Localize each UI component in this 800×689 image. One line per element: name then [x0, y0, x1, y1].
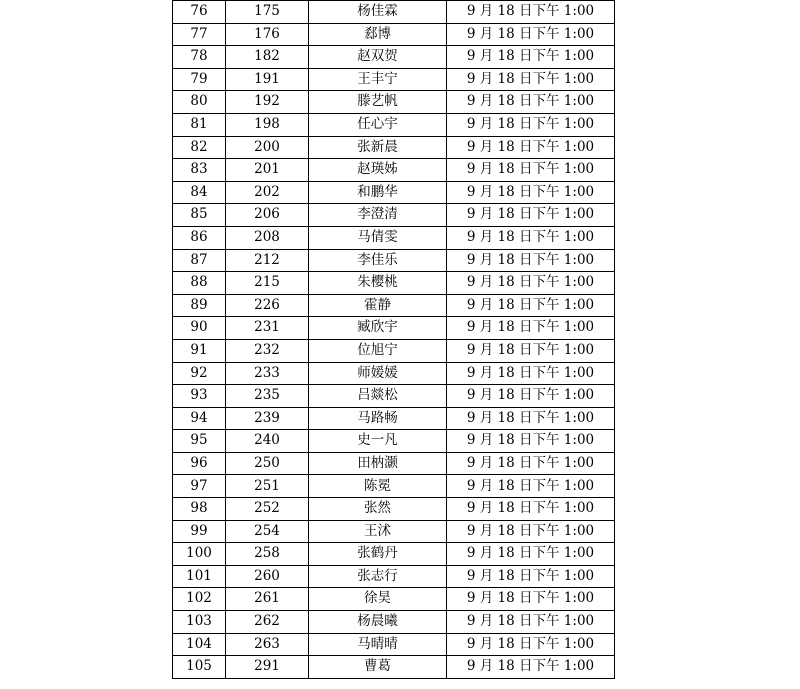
name-cell: 张鹤丹: [309, 543, 447, 566]
name-cell: 马倩雯: [309, 226, 447, 249]
sequence-number-cell: 88: [173, 272, 226, 295]
ticket-number-cell: 240: [226, 430, 309, 453]
ticket-number-cell: 235: [226, 385, 309, 408]
time-cell: 9 月 18 日下午 1:00: [447, 294, 615, 317]
name-cell: 杨晨曦: [309, 611, 447, 634]
name-cell: 马晴晴: [309, 633, 447, 656]
sequence-number-cell: 87: [173, 249, 226, 272]
roster-table: [172, 0, 615, 679]
name-cell: 朱樱桃: [309, 272, 447, 295]
table-row: [173, 159, 615, 182]
time-cell: 9 月 18 日下午 1:00: [447, 362, 615, 385]
name-cell: 田枘灏: [309, 452, 447, 475]
name-cell: 张然: [309, 498, 447, 521]
sequence-number-cell: 104: [173, 633, 226, 656]
table-row: [173, 656, 615, 679]
table-row: [173, 633, 615, 656]
name-cell: 曹葛: [309, 656, 447, 679]
ticket-number-cell: 201: [226, 159, 309, 182]
name-cell: 王丰宁: [309, 68, 447, 91]
time-cell: 9 月 18 日下午 1:00: [447, 475, 615, 498]
time-cell: 9 月 18 日下午 1:00: [447, 249, 615, 272]
sequence-number-cell: 93: [173, 385, 226, 408]
table-row: [173, 317, 615, 340]
time-cell: 9 月 18 日下午 1:00: [447, 204, 615, 227]
name-cell: 师媛媛: [309, 362, 447, 385]
table-row: [173, 136, 615, 159]
table-row: [173, 23, 615, 46]
table-row: [173, 226, 615, 249]
sequence-number-cell: 102: [173, 588, 226, 611]
name-cell: 郄博: [309, 23, 447, 46]
sequence-number-cell: 85: [173, 204, 226, 227]
sequence-number-cell: 82: [173, 136, 226, 159]
ticket-number-cell: 206: [226, 204, 309, 227]
sequence-number-cell: 84: [173, 181, 226, 204]
sequence-number-cell: 76: [173, 1, 226, 24]
table-row: [173, 204, 615, 227]
table-row: [173, 520, 615, 543]
sequence-number-cell: 90: [173, 317, 226, 340]
time-cell: 9 月 18 日下午 1:00: [447, 46, 615, 69]
name-cell: 吕燚松: [309, 385, 447, 408]
ticket-number-cell: 258: [226, 543, 309, 566]
table-row: [173, 543, 615, 566]
sequence-number-cell: 97: [173, 475, 226, 498]
name-cell: 和鹏华: [309, 181, 447, 204]
table-row: [173, 362, 615, 385]
ticket-number-cell: 262: [226, 611, 309, 634]
time-cell: 9 月 18 日下午 1:00: [447, 656, 615, 679]
time-cell: 9 月 18 日下午 1:00: [447, 23, 615, 46]
name-cell: 史一凡: [309, 430, 447, 453]
sequence-number-cell: 83: [173, 159, 226, 182]
ticket-number-cell: 231: [226, 317, 309, 340]
time-cell: 9 月 18 日下午 1:00: [447, 339, 615, 362]
time-cell: 9 月 18 日下午 1:00: [447, 159, 615, 182]
table-row: [173, 565, 615, 588]
ticket-number-cell: 263: [226, 633, 309, 656]
table-row: [173, 91, 615, 114]
ticket-number-cell: 191: [226, 68, 309, 91]
sequence-number-cell: 100: [173, 543, 226, 566]
ticket-number-cell: 215: [226, 272, 309, 295]
ticket-number-cell: 291: [226, 656, 309, 679]
sequence-number-cell: 80: [173, 91, 226, 114]
sequence-number-cell: 77: [173, 23, 226, 46]
table-row: [173, 452, 615, 475]
roster-body: [173, 1, 615, 679]
time-cell: 9 月 18 日下午 1:00: [447, 520, 615, 543]
name-cell: 张新晨: [309, 136, 447, 159]
ticket-number-cell: 252: [226, 498, 309, 521]
sequence-number-cell: 92: [173, 362, 226, 385]
name-cell: 李澄清: [309, 204, 447, 227]
time-cell: 9 月 18 日下午 1:00: [447, 498, 615, 521]
sequence-number-cell: 103: [173, 611, 226, 634]
name-cell: 王沭: [309, 520, 447, 543]
table-row: [173, 407, 615, 430]
name-cell: 臧欣宇: [309, 317, 447, 340]
sequence-number-cell: 81: [173, 113, 226, 136]
table-row: [173, 430, 615, 453]
name-cell: 霍静: [309, 294, 447, 317]
ticket-number-cell: 208: [226, 226, 309, 249]
time-cell: 9 月 18 日下午 1:00: [447, 452, 615, 475]
time-cell: 9 月 18 日下午 1:00: [447, 565, 615, 588]
time-cell: 9 月 18 日下午 1:00: [447, 1, 615, 24]
ticket-number-cell: 198: [226, 113, 309, 136]
ticket-number-cell: 261: [226, 588, 309, 611]
ticket-number-cell: 200: [226, 136, 309, 159]
ticket-number-cell: 202: [226, 181, 309, 204]
time-cell: 9 月 18 日下午 1:00: [447, 226, 615, 249]
table-row: [173, 181, 615, 204]
table-row: [173, 385, 615, 408]
name-cell: 张志行: [309, 565, 447, 588]
sequence-number-cell: 98: [173, 498, 226, 521]
table-row: [173, 611, 615, 634]
ticket-number-cell: 175: [226, 1, 309, 24]
sequence-number-cell: 99: [173, 520, 226, 543]
name-cell: 赵瑛姊: [309, 159, 447, 182]
table-row: [173, 588, 615, 611]
ticket-number-cell: 251: [226, 475, 309, 498]
name-cell: 赵双贺: [309, 46, 447, 69]
table-row: [173, 475, 615, 498]
table-row: [173, 339, 615, 362]
ticket-number-cell: 254: [226, 520, 309, 543]
sequence-number-cell: 101: [173, 565, 226, 588]
ticket-number-cell: 233: [226, 362, 309, 385]
name-cell: 滕艺帆: [309, 91, 447, 114]
sequence-number-cell: 91: [173, 339, 226, 362]
name-cell: 位旭宁: [309, 339, 447, 362]
ticket-number-cell: 232: [226, 339, 309, 362]
ticket-number-cell: 182: [226, 46, 309, 69]
time-cell: 9 月 18 日下午 1:00: [447, 633, 615, 656]
ticket-number-cell: 212: [226, 249, 309, 272]
ticket-number-cell: 239: [226, 407, 309, 430]
time-cell: 9 月 18 日下午 1:00: [447, 136, 615, 159]
sequence-number-cell: 86: [173, 226, 226, 249]
ticket-number-cell: 250: [226, 452, 309, 475]
time-cell: 9 月 18 日下午 1:00: [447, 68, 615, 91]
time-cell: 9 月 18 日下午 1:00: [447, 430, 615, 453]
time-cell: 9 月 18 日下午 1:00: [447, 543, 615, 566]
time-cell: 9 月 18 日下午 1:00: [447, 407, 615, 430]
table-row: [173, 1, 615, 24]
ticket-number-cell: 226: [226, 294, 309, 317]
name-cell: 任心宇: [309, 113, 447, 136]
sequence-number-cell: 89: [173, 294, 226, 317]
table-row: [173, 113, 615, 136]
name-cell: 李佳乐: [309, 249, 447, 272]
ticket-number-cell: 260: [226, 565, 309, 588]
sequence-number-cell: 78: [173, 46, 226, 69]
name-cell: 陈冕: [309, 475, 447, 498]
ticket-number-cell: 192: [226, 91, 309, 114]
table-row: [173, 249, 615, 272]
sequence-number-cell: 95: [173, 430, 226, 453]
time-cell: 9 月 18 日下午 1:00: [447, 91, 615, 114]
table-row: [173, 272, 615, 295]
name-cell: 马路畅: [309, 407, 447, 430]
sequence-number-cell: 94: [173, 407, 226, 430]
time-cell: 9 月 18 日下午 1:00: [447, 385, 615, 408]
time-cell: 9 月 18 日下午 1:00: [447, 181, 615, 204]
time-cell: 9 月 18 日下午 1:00: [447, 611, 615, 634]
time-cell: 9 月 18 日下午 1:00: [447, 588, 615, 611]
table-row: [173, 498, 615, 521]
time-cell: 9 月 18 日下午 1:00: [447, 113, 615, 136]
name-cell: 徐昊: [309, 588, 447, 611]
time-cell: 9 月 18 日下午 1:00: [447, 272, 615, 295]
table-row: [173, 46, 615, 69]
sequence-number-cell: 79: [173, 68, 226, 91]
table-row: [173, 68, 615, 91]
sequence-number-cell: 105: [173, 656, 226, 679]
ticket-number-cell: 176: [226, 23, 309, 46]
sequence-number-cell: 96: [173, 452, 226, 475]
table-row: [173, 294, 615, 317]
name-cell: 杨佳霖: [309, 1, 447, 24]
time-cell: 9 月 18 日下午 1:00: [447, 317, 615, 340]
